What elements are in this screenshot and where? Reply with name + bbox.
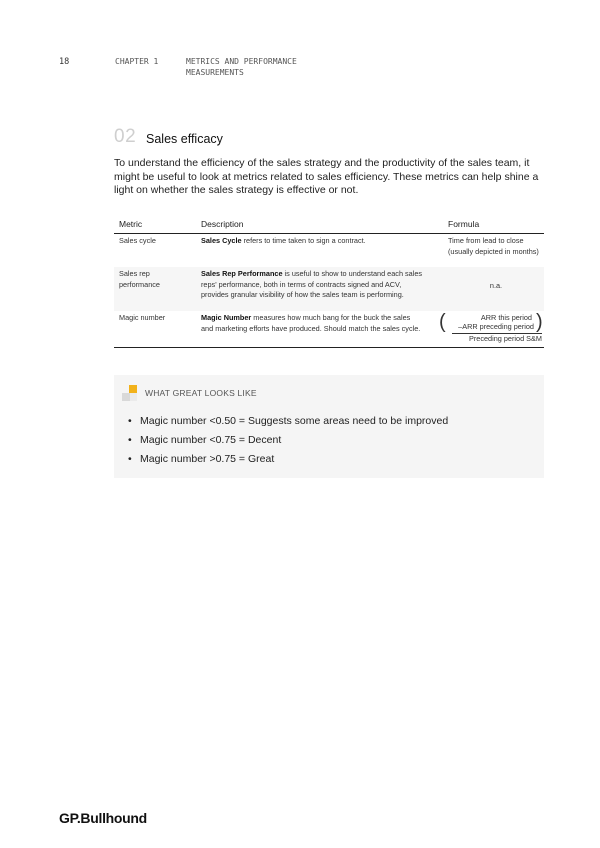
- row-metric: Magic number: [119, 313, 166, 322]
- row-formula: n.a.: [489, 281, 503, 290]
- row-description: [201, 269, 423, 301]
- table-row: [114, 311, 544, 348]
- row-description-term: Sales Rep Performance: [201, 269, 283, 278]
- formula-denominator: Preceding period S&M: [468, 334, 542, 343]
- formula-numerator-top: ARR this period: [480, 313, 532, 322]
- left-parenthesis: (: [439, 311, 446, 333]
- list-item: • Magic number >0.75 = Great: [128, 453, 448, 472]
- row-description-text: refers to time taken to sign a contract.: [241, 236, 366, 245]
- section-number: 02: [114, 126, 137, 147]
- row-description-text: is useful to show to understand each sales reps' performance, both in terms of contracts signed and ACV, provides granular visibility of how the sales team is performing.: [201, 269, 423, 299]
- row-metric: Sales rep performance: [119, 269, 160, 289]
- what-great-looks-like-box: [114, 375, 544, 478]
- chapter-title: METRICS AND PERFORMANCE MEASUREMENTS: [186, 57, 297, 77]
- header-formula: Formula: [448, 219, 480, 229]
- list-item: • Magic number <0.75 = Decent: [128, 434, 448, 453]
- right-parenthesis: ): [536, 311, 543, 333]
- header-metric: Metric: [119, 219, 143, 229]
- chapter-label: CHAPTER 1: [115, 57, 159, 66]
- row-description: [201, 313, 423, 334]
- table-header: [114, 215, 544, 234]
- row-description: [201, 236, 423, 247]
- row-metric: Sales cycle: [119, 236, 156, 245]
- header-description: Description: [201, 219, 244, 229]
- gp-bullhound-logo: GP.Bullhound: [59, 810, 147, 826]
- callout-list: [128, 415, 448, 472]
- squares-icon: [122, 385, 138, 401]
- row-description-term: Magic Number: [201, 313, 252, 322]
- formula-numerator-bottom: –ARR preceding period: [458, 322, 534, 331]
- callout-heading: WHAT GREAT LOOKS LIKE: [145, 388, 257, 398]
- table-row: [114, 234, 544, 267]
- row-description-term: Sales Cycle: [201, 236, 242, 245]
- metrics-table: [114, 215, 544, 348]
- magic-number-formula: [440, 311, 544, 345]
- row-description-text: measures how much bang for the buck the sales and marketing efforts have produced. Should match the sales cycle.: [201, 313, 421, 333]
- intro-paragraph: To understand the efficiency of the sales strategy and the productivity of the sales team, it might be useful to look at metrics related to sales efficiency. These metrics can help shine a light on whether the sales strategy is effective or not.: [114, 157, 539, 196]
- list-item: • Magic number <0.50 = Suggests some areas need to be improved: [128, 415, 448, 434]
- section-title: Sales efficacy: [146, 132, 223, 146]
- page-number: 18: [59, 57, 70, 67]
- table-row: [114, 267, 544, 311]
- row-formula: Time from lead to close (usually depicted in months): [448, 236, 539, 256]
